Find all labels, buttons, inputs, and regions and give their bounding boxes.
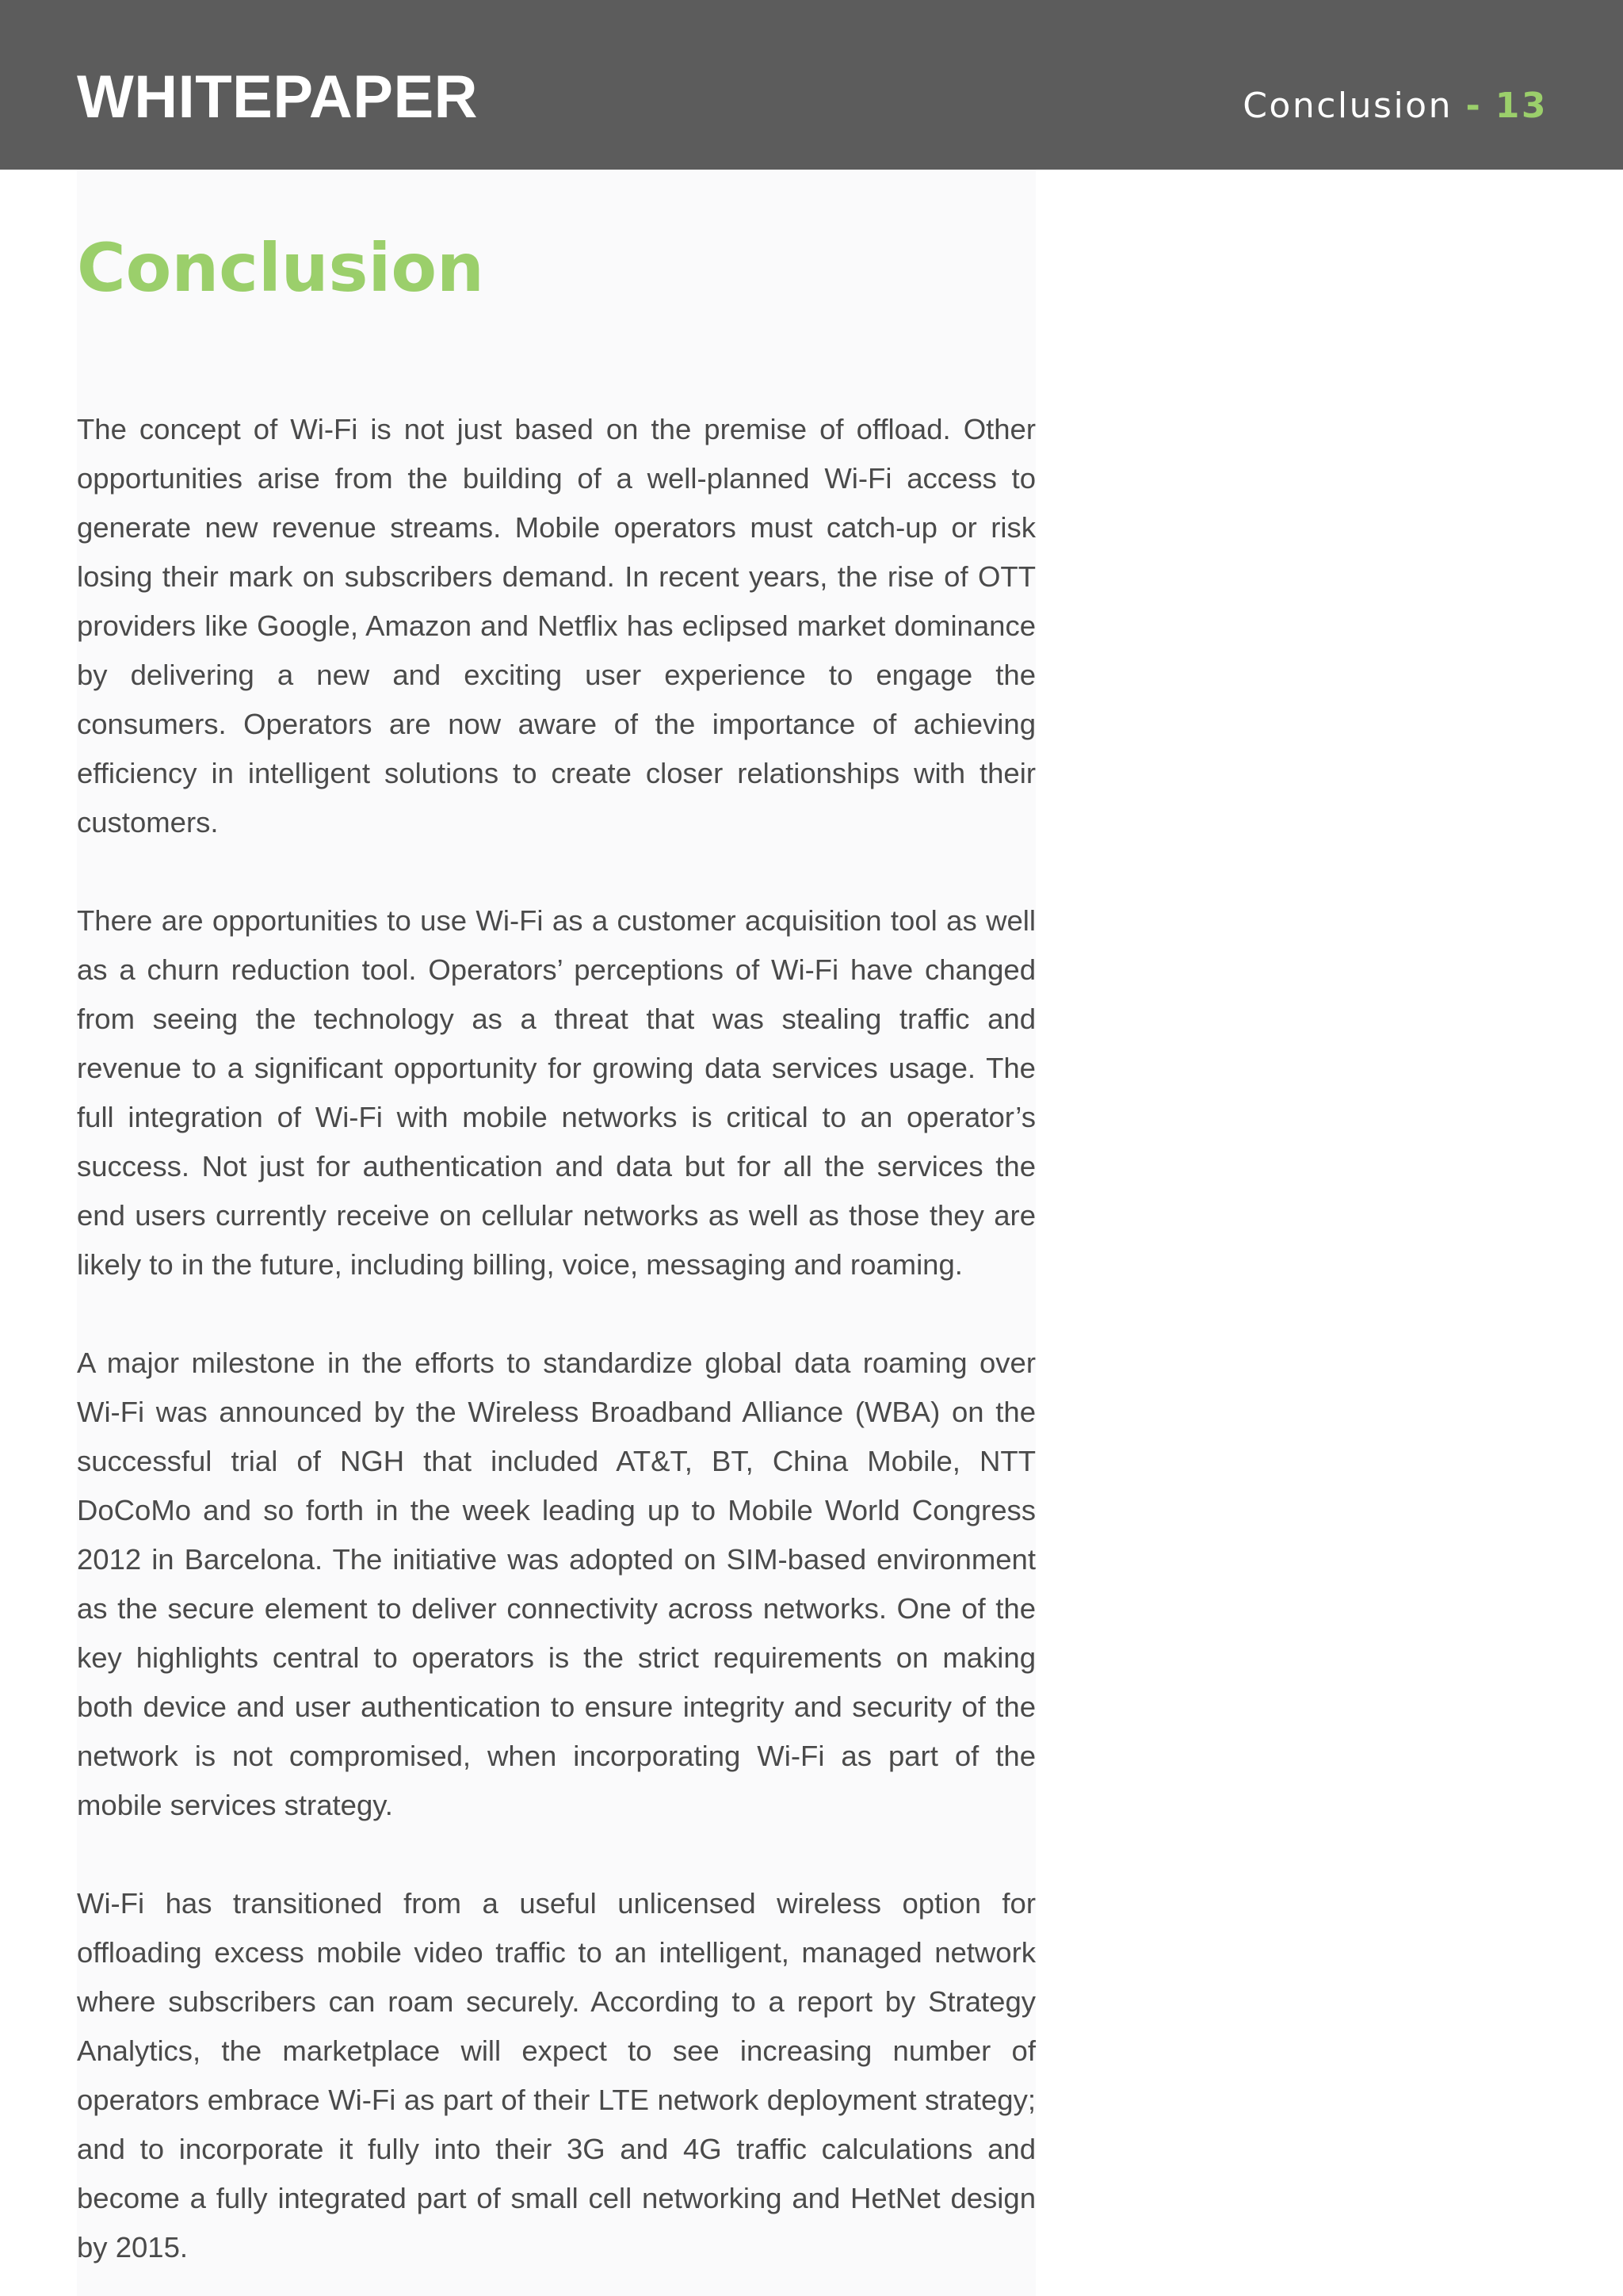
paragraph: There are opportunities to use Wi-Fi as a customer acquisition tool as well as a churn reduction tool. Operators’ perceptions of Wi-Fi have changed from seeing the technology as a threat that was stealing traffic and revenue to a significant opportunity for growing data services usage. The full integration of Wi-Fi with mobile networks is critical to an operator’s success. Not just for authentication and data but for all the services the end users currently receive on cellular networks as well as those they are likely to in the future, including billing, voice, messaging and roaming. [77,904,1036,1281]
running-header [1243,84,1548,128]
document-type-title: WHITEPAPER [77,63,479,131]
paragraph: A major milestone in the efforts to standardize global data roaming over Wi-Fi was announced by the Wireless Broadband Alliance (WBA) on the successful trial of NGH that included AT&T, BT, China Mobile, NTT DoCoMo and so forth in the week leading up to Mobile World Congress 2012 in Barcelona. The initiative was adopted on SIM-based environment as the secure element to deliver connectivity across networks. One of the key highlights central to operators is the strict requirements on making both device and user authentication to ensure integrity and security of the network is not compromised, when incorporating Wi-Fi as part of the mobile services strategy. [77,1347,1036,1821]
page-title: Conclusion [77,229,484,307]
paragraph: The concept of Wi-Fi is not just based on the premise of offload. Other opportunities arise from the building of a well-planned Wi-Fi access to generate new revenue streams. Mobile operators must catch-up or risk losing their mark on subscribers demand. In recent years, the rise of OTT providers like Google, Amazon and Netflix has eclipsed market dominance by delivering a new and exciting user experience to engage the consumers. Operators are now aware of the importance of achieving efficiency in intelligent solutions to create closer relationships with their customers. [77,413,1036,839]
header-bar [0,0,1623,170]
paragraph: Wi-Fi has transitioned from a useful unlicensed wireless option for offloading excess mobile video traffic to an intelligent, managed network where subscribers can roam securely. According to a report by Strategy Analytics, the marketplace will expect to see increasing number of operators embrace Wi-Fi as part of their LTE network deployment strategy; and to incorporate it fully into their 3G and 4G traffic calculations and become a fully integrated part of small cell networking and HetNet design by 2015. [77,1887,1036,2264]
page-number: 13 [1495,86,1548,126]
header-separator: - [1465,86,1483,126]
section-label: Conclusion [1243,86,1453,126]
body-text [77,405,1036,2272]
